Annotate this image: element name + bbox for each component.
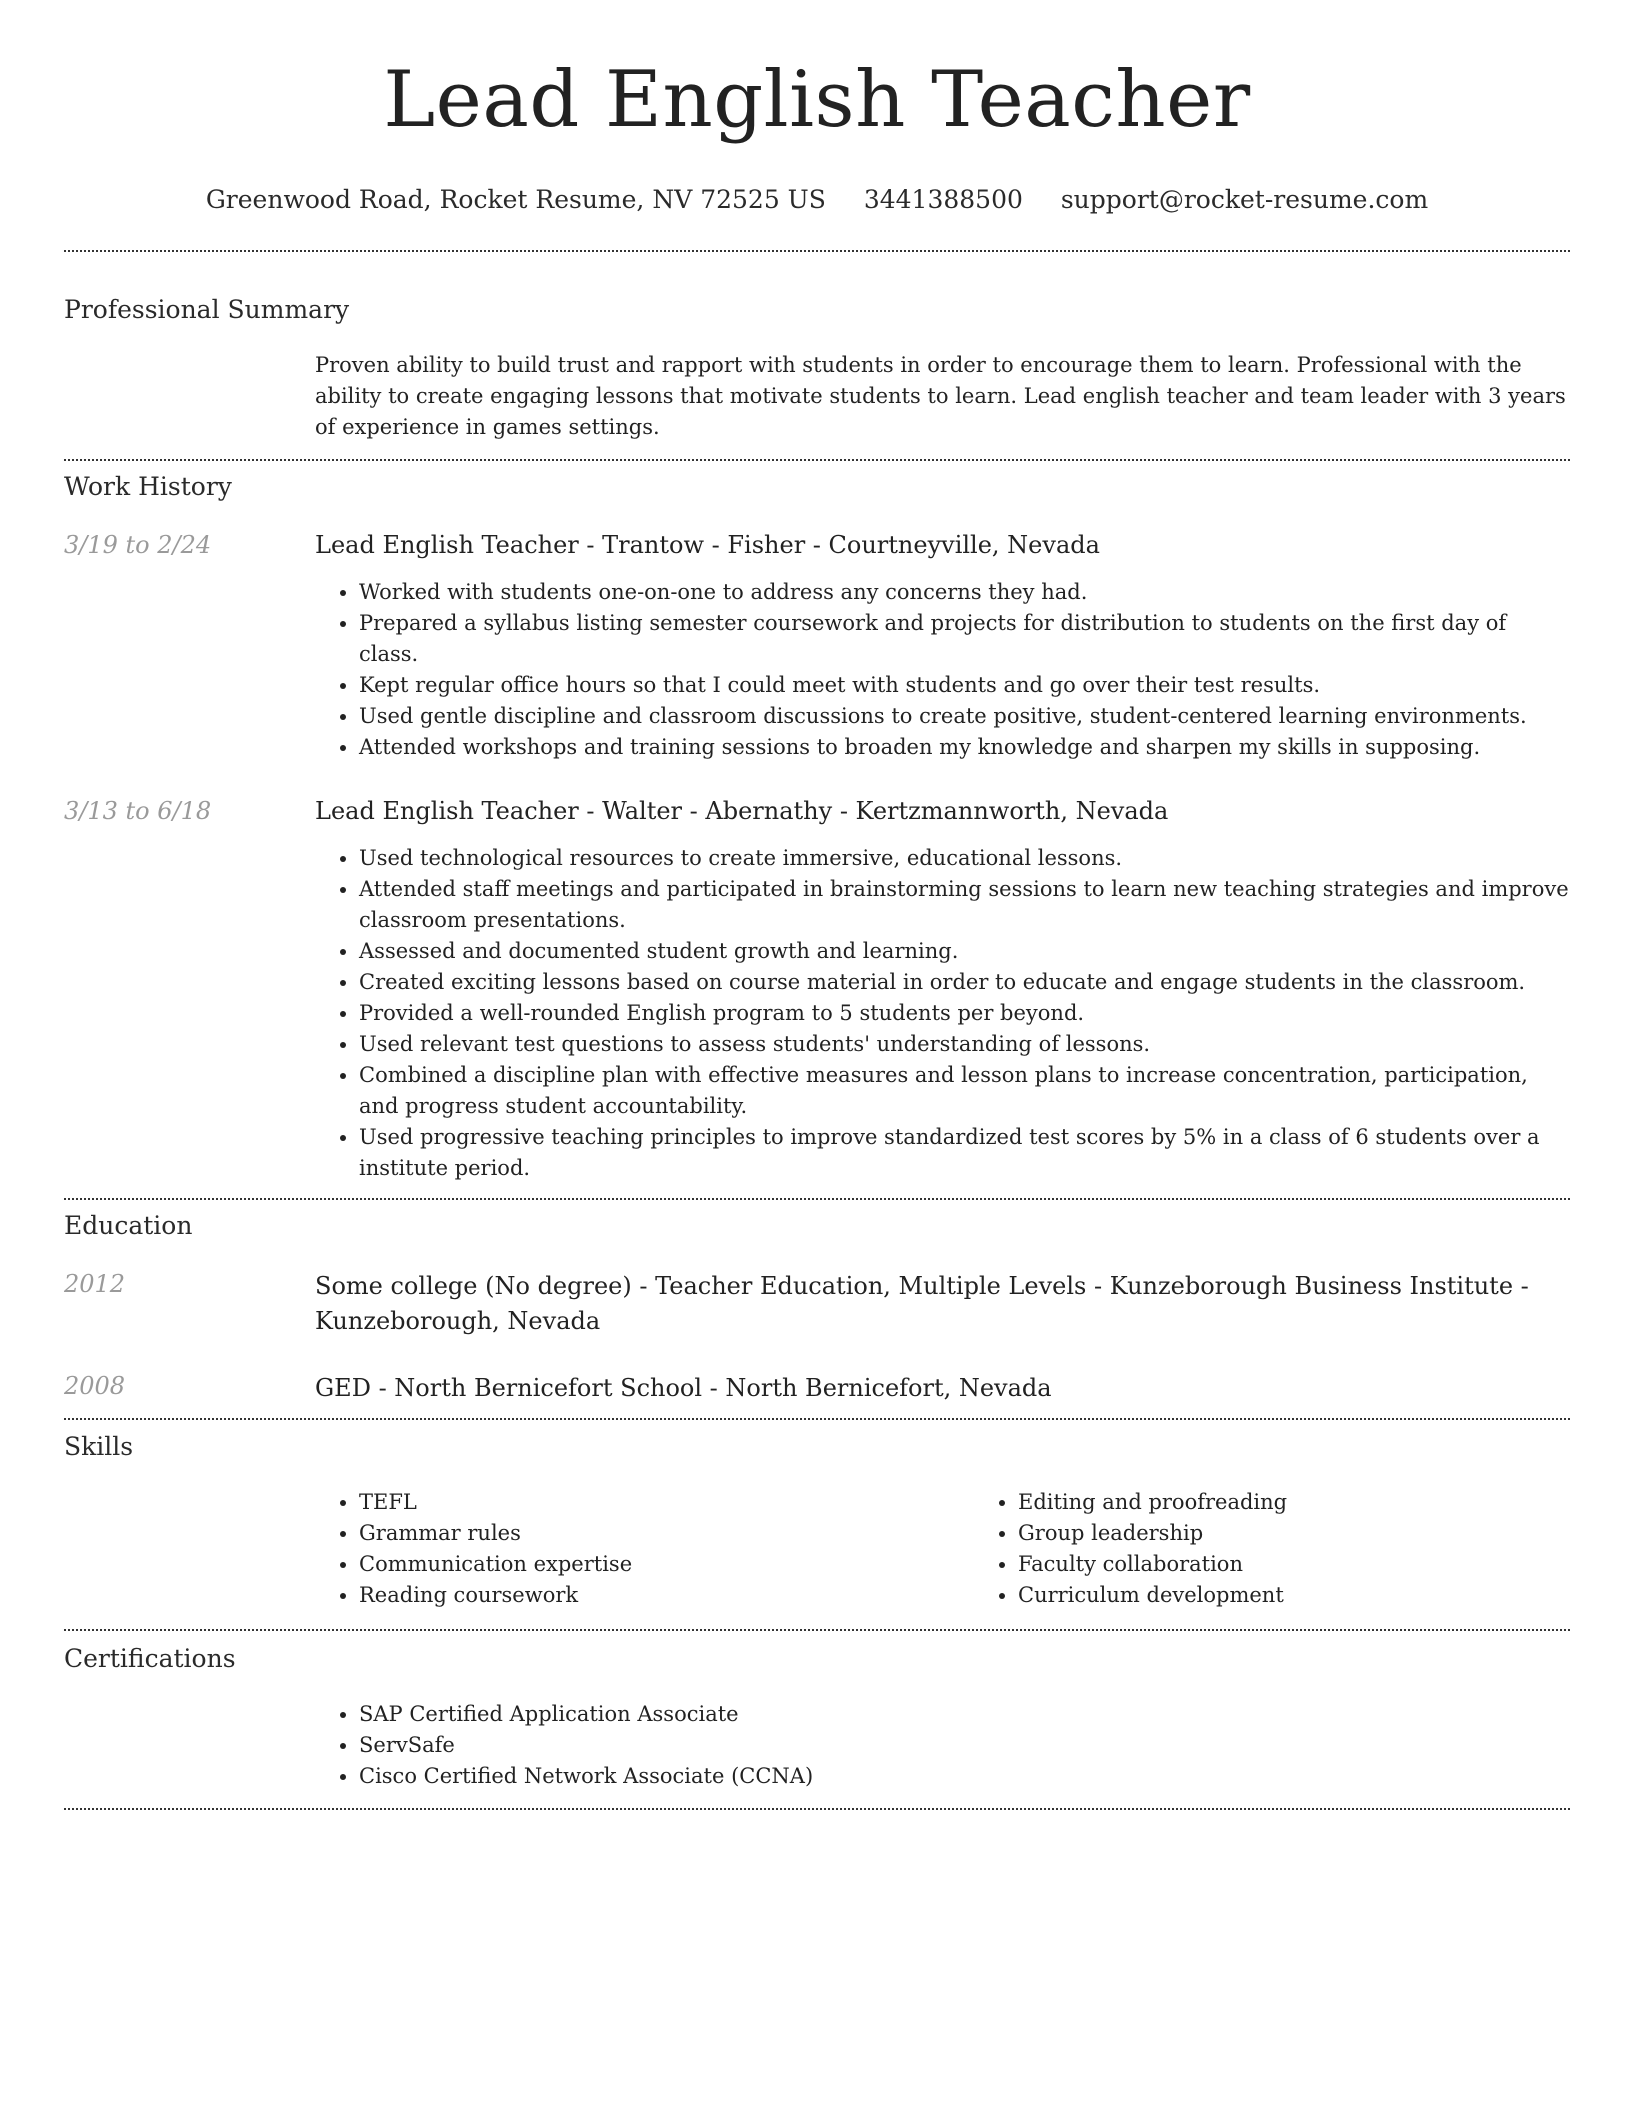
divider: [64, 1418, 1570, 1420]
education-heading: Education: [64, 1211, 193, 1240]
education-year: 2008: [64, 1372, 126, 1400]
job-duty: • Worked with students one-on-one to address any concerns they had.: [359, 577, 1570, 608]
job-dates: 3/13 to 6/18: [64, 797, 212, 825]
job-entry: [64, 796, 1570, 1184]
job-duty: • Prepared a syllabus listing semester coursework and projects for distribution to students on the first day of class.: [359, 608, 1570, 670]
skill-item: • Grammar rules: [359, 1518, 974, 1549]
job-heading: Lead English Teacher - Walter - Abernathy - Kertzmannworth, Nevada: [315, 797, 1169, 825]
job-duty: • Used relevant test questions to assess students' understanding of lessons.: [359, 1029, 1570, 1060]
summary-row: [64, 350, 1570, 443]
job-duty: • Assessed and documented student growth and learning.: [359, 936, 1570, 967]
job-duty: • Attended staff meetings and participated in brainstorming sessions to learn new teaching strategies and improve classroom presentations.: [359, 874, 1570, 936]
contact-email: support@rocket-resume.com: [1060, 185, 1429, 214]
resume-page: [64, 0, 1570, 1810]
summary-text: Proven ability to build trust and rapport with students in order to encourage them to learn. Professional with the ability to create engaging lessons that motivate students to learn. Lead english teacher and team leader with 3 years of experience in games settings.: [315, 353, 1566, 439]
job-dates: 3/19 to 2/24: [64, 531, 212, 559]
job-duty: • Used progressive teaching principles to improve standardized test scores by 5% in a class of 6 students over a institute period.: [359, 1122, 1570, 1184]
skill-item: • Editing and proofreading: [1018, 1487, 1632, 1518]
education-entry: [64, 1269, 1570, 1339]
job-heading: Lead English Teacher - Trantow - Fisher - Courtneyville, Nevada: [315, 531, 1100, 559]
job-entry: [64, 530, 1570, 763]
contact-line: [64, 185, 1570, 215]
skill-item: • Reading coursework: [359, 1580, 974, 1611]
education-text: GED - North Bernicefort School - North Bernicefort, Nevada: [315, 1374, 1052, 1402]
certification-item: • SAP Certified Application Associate: [359, 1699, 1570, 1730]
skills-heading: Skills: [64, 1432, 134, 1461]
divider: [64, 1198, 1570, 1200]
divider: [64, 459, 1570, 461]
resume-name: Lead English Teacher: [383, 55, 1251, 145]
certifications-row: [64, 1699, 1570, 1792]
divider: [64, 250, 1570, 252]
education-text: Some college (No degree) - Teacher Education, Multiple Levels - Kunzeborough Business Institute - Kunzeborough, Nevada: [315, 1272, 1529, 1335]
job-duty: • Attended workshops and training sessions to broaden my knowledge and sharpen my skills in supposing.: [359, 732, 1570, 763]
contact-phone: 3441388500: [863, 185, 1023, 214]
certification-item: • ServSafe: [359, 1730, 1570, 1761]
job-duties: [315, 843, 1570, 1184]
certification-item: • Cisco Certified Network Associate (CCNA): [359, 1761, 1570, 1792]
divider: [64, 1808, 1570, 1810]
skills-list-left: [315, 1487, 974, 1611]
job-duties: [315, 577, 1570, 763]
contact-address: Greenwood Road, Rocket Resume, NV 72525 US: [205, 185, 826, 214]
job-duty: • Provided a well-rounded English program to 5 students per beyond.: [359, 998, 1570, 1029]
skill-item: • Curriculum development: [1018, 1580, 1632, 1611]
job-duty: • Combined a discipline plan with effective measures and lesson plans to increase concentration, participation, and progress student accountability.: [359, 1060, 1570, 1122]
skill-item: • Faculty collaboration: [1018, 1549, 1632, 1580]
job-duty: • Used gentle discipline and classroom discussions to create positive, student-centered learning environments.: [359, 701, 1570, 732]
job-duty: • Created exciting lessons based on course material in order to educate and engage students in the classroom.: [359, 967, 1570, 998]
certifications-heading: Certifications: [64, 1644, 236, 1673]
skills-list-right: [974, 1487, 1632, 1611]
job-duty: • Kept regular office hours so that I could meet with students and go over their test results.: [359, 670, 1570, 701]
job-duty: • Used technological resources to create immersive, educational lessons.: [359, 843, 1570, 874]
skill-item: • Group leadership: [1018, 1518, 1632, 1549]
work-history-heading: Work History: [64, 472, 232, 501]
skill-item: • TEFL: [359, 1487, 974, 1518]
summary-heading: Professional Summary: [64, 295, 350, 324]
certifications-list: [315, 1699, 1570, 1792]
skills-row: [64, 1487, 1570, 1611]
education-entry: [64, 1371, 1570, 1406]
education-year: 2012: [64, 1270, 126, 1298]
skill-item: • Communication expertise: [359, 1549, 974, 1580]
divider: [64, 1629, 1570, 1631]
